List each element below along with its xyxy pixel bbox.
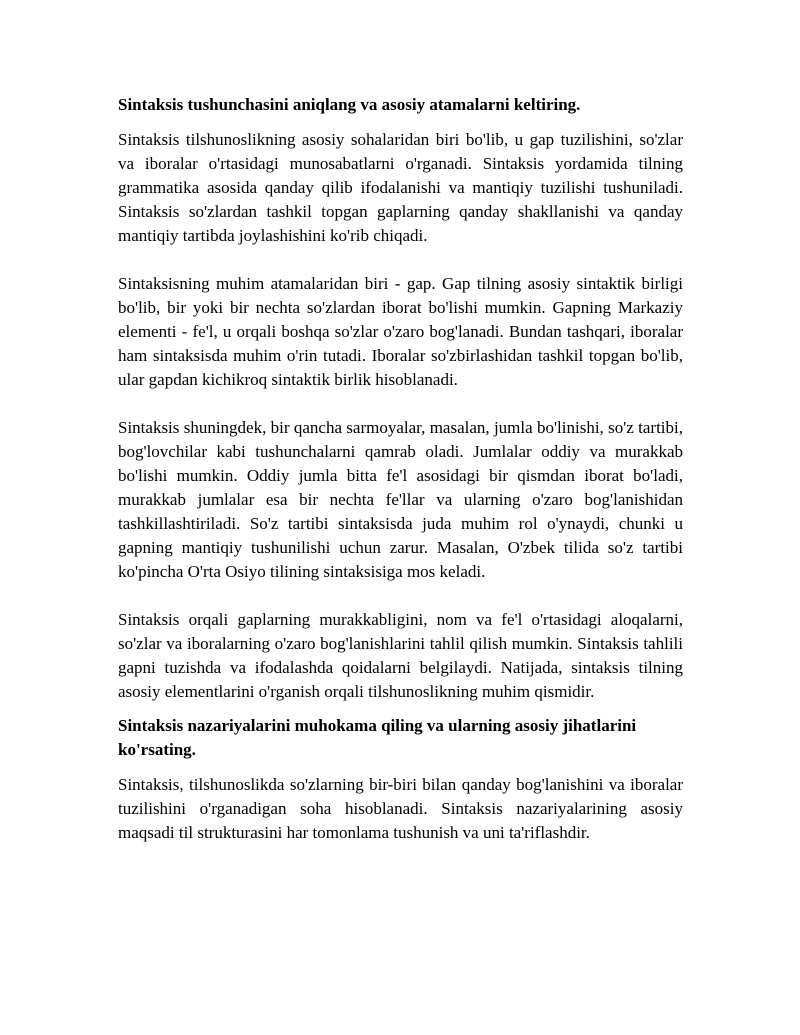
paragraph-spacer <box>118 584 683 608</box>
paragraph-spacer <box>118 392 683 416</box>
paragraph-syntax-theories-intro: Sintaksis, tilshunoslikda so'zlarning bir-biri bilan qanday bog'lanishini va iboralar tuzilishini o'rganadigan soha hisoblanadi. Sintaksis nazariyalarining asosiy maqsadi til strukturasini har tomonlama tushunish va uni ta'riflashdir. <box>118 775 683 842</box>
paragraph-syntax-intro: Sintaksis tilshunoslikning asosiy sohalaridan biri bo'lib, u gap tuzilishini, so'zlar va iboralar o'rtasidagi munosabatlarni o'rganadi. Sintaksis yordamida tilning grammatika asosida qanday qilib ifodalanishi va mantiqiy tuzilishi tushuniladi. Sintaksis so'zlardan tashkil topgan gaplarning qanday shakllanishi va qanday mantiqiy tartibda joylashishini ko'rib chiqadi. <box>118 130 683 245</box>
paragraph-syntax-terms: Sintaksisning muhim atamalaridan biri - gap. Gap tilning asosiy sintaktik birligi bo'lib, bir yoki bir nechta so'zlardan iborat bo'lishi mumkin. Gapning Markaziy elementi - fe'l, u orqali boshqa so'zlar o'zaro bog'lanadi. Bundan tashqari, iboralar ham sintaksisda muhim o'rin tutadi. Iboralar so'zbirlashidan tashkil topgan bo'lib, ular gapdan kichikroq sintaktik birlik hisoblanadi. <box>118 274 683 389</box>
document-page <box>118 93 683 845</box>
paragraph-syntax-analysis: Sintaksis orqali gaplarning murakkabligini, nom va fe'l o'rtasidagi aloqalarni, so'zlar va iboralarning o'zaro bog'lanishlarini tahlil qilish mumkin. Sintaksis tahlili gapni tuzishda va ifodalashda qoidalarni belgilaydi. Natijada, sintaksis tilning asosiy elementlarini o'rganish orqali tilshunoslikning muhim qismidir. <box>118 610 683 701</box>
paragraph-syntax-concepts: Sintaksis shuningdek, bir qancha sarmoyalar, masalan, jumla bo'linishi, so'z tartibi, bog'lovchilar kabi tushunchalarni qamrab oladi. Jumlalar oddiy va murakkab bo'lishi mumkin. Oddiy jumla bitta fe'l asosidagi bir qismdan iborat bo'ladi, murakkab jumlalar esa bir nechta fe'llar va ularning o'zaro bog'lanishidan tashkillashtiriladi. So'z tartibi sintaksisda juda muhim rol o'ynaydi, chunki u gapning mantiqiy tushunilishi uchun zarur. Masalan, O'zbek tilida so'z tartibi ko'pincha O'rta Osiyo tilining sintaksisiga mos keladi. <box>118 418 683 581</box>
section-heading-syntax-theories: Sintaksis nazariyalarini muhokama qiling va ularning asosiy jihatlarini ko'rsating. <box>118 716 637 759</box>
paragraph-spacer <box>118 248 683 272</box>
section-heading-syntax-definition: Sintaksis tushunchasini aniqlang va asosiy atamalarni keltiring. <box>118 95 581 114</box>
